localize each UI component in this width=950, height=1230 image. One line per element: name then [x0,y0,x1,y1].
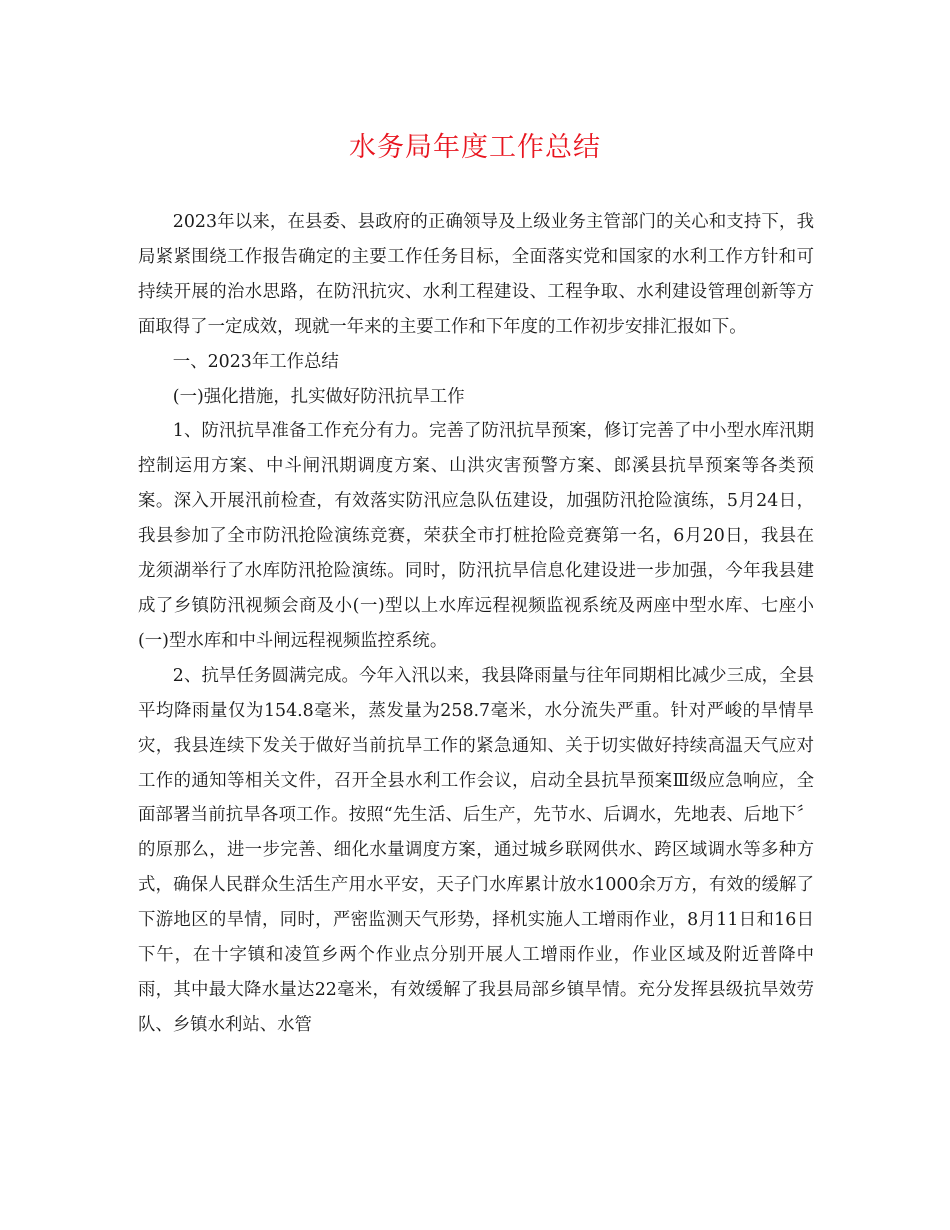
subsection-heading: (一)强化措施，扎实做好防汛抗旱工作 [172,386,465,407]
intro-paragraph: 2023年以来，在县委、县政府的正确领导及上级业务主管部门的关心和支持下，我局紧紧围绕工作报告确定的主要工作任务目标，全面落实党和国家的水利工作方针和可持续开展的治水思路，在防汛抗灾、水利工程建设、工程争取、水利建设管理创新等方面取得了一定成效，现就一年来的主要工作和下年度的工作初步安排汇报如下。 [138,212,814,337]
body-paragraph-flood-prep: 1、防汛抗旱准备工作充分有力。完善了防汛抗旱预案，修订完善了中小型水库汛期控制运用方案、中斗闸汛期调度方案、山洪灾害预警方案、郎溪县抗旱预案等各类预案。深入开展汛前检查，有效落实防汛应急队伍建设，加强防汛抢险演练，5月24日，我县参加了全市防汛抢险演练竞赛，荣获全市打桩抢险竞赛第一名，6月20日，我县在龙须湖举行了水库防汛抢险演练。同时，防汛抗旱信息化建设进一步加强，今年我县建成了乡镇防汛视频会商及小(一)型以上水库远程视频监视系统及两座中型水库、七座小(一)型水库和中斗闸远程视频监控系统。 [138,421,814,651]
document-title: 水务局年度工作总结 [349,132,601,163]
section-heading: 一、2023年工作总结 [172,351,339,372]
body-paragraph-drought: 2、抗旱任务圆满完成。今年入汛以来，我县降雨量与往年同期相比减少三成，全县平均降雨量仅为154.8毫米，蒸发量为258.7毫米，水分流失严重。针对严峻的旱情旱灾，我县连续下发关于做好当前抗旱工作的紧急通知、关于切实做好持续高温天气应对工作的通知等相关文件，召开全县水利工作会议，启动全县抗旱预案Ⅲ级应急响应，全面部署当前抗旱各项工作。按照“先生活、后生产，先节水、后调水，先地表、后地下〞的原那么，进一步完善、细化水量调度方案，通过城乡联网供水、跨区域调水等多种方式，确保人民群众生活生产用水平安，天子门水库累计放水1000余万方，有效的缓解了下游地区的旱情，同时，严密监测天气形势，择机实施人工增雨作业，8月11日和16日下午，在十字镇和凌笪乡两个作业点分别开展人工增雨作业，作业区域及附近普降中雨，其中最大降水量达22毫米，有效缓解了我县局部乡镇旱情。充分发挥县级抗旱效劳队、乡镇水利站、水管 [138,665,814,1035]
document-body [138,205,814,1043]
